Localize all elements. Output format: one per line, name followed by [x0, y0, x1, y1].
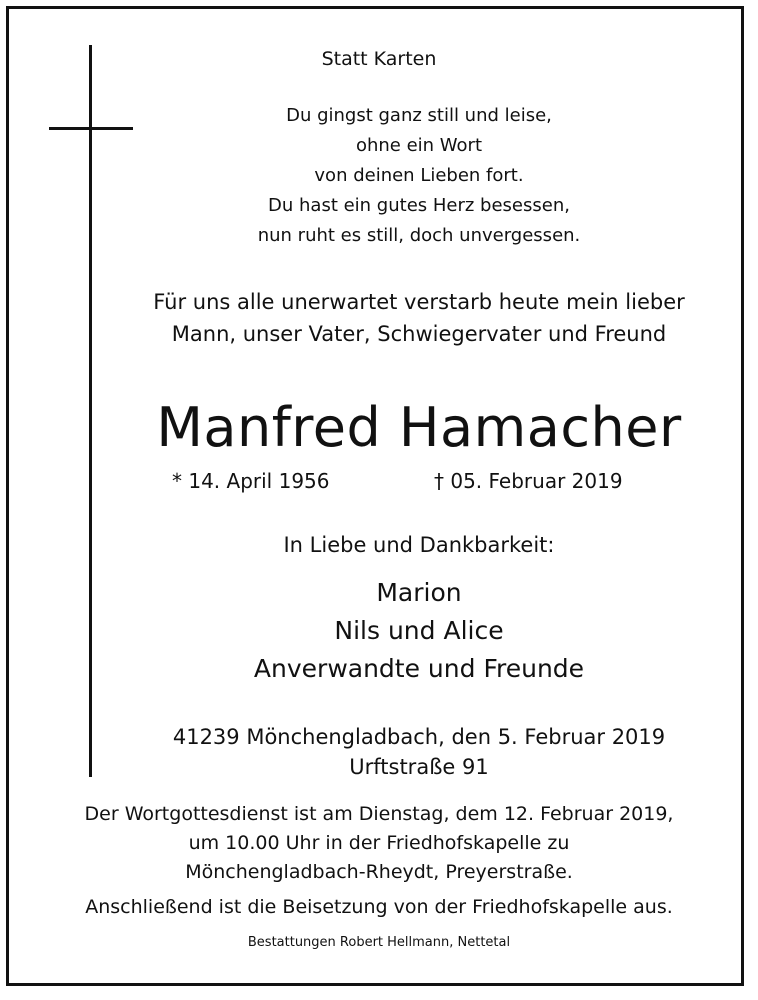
mourner: Marion — [376, 578, 462, 607]
poem-line: Du gingst ganz still und leise, — [286, 105, 552, 126]
mourner: Nils und Alice — [334, 616, 504, 645]
address: Urftstraße 91 — [349, 755, 489, 779]
undertaker: Bestattungen Robert Hellmann, Nettetal — [247, 935, 511, 950]
poem-line: von deinen Lieben fort. — [314, 165, 524, 186]
poem-line: Du hast ein gutes Herz besessen, — [268, 195, 570, 216]
place-and-address — [40, 722, 758, 782]
notice-heading: Statt Karten — [321, 48, 437, 70]
service-line: Mönchengladbach-Rheydt, Preyerstraße. — [185, 861, 573, 883]
place-date: 41239 Mönchengladbach, den 5. Februar 2019 — [172, 725, 666, 749]
service-line: um 10.00 Uhr in der Friedhofskapelle zu — [188, 832, 570, 854]
service-info — [0, 800, 758, 887]
birth-date: * 14. April 1956 — [172, 469, 330, 493]
intro-text — [40, 286, 758, 350]
mourners-list — [40, 574, 758, 688]
poem-line: nun ruht es still, doch unvergessen. — [257, 225, 581, 246]
poem-line: ohne ein Wort — [355, 135, 483, 156]
deceased-name: Manfred Hamacher — [156, 396, 682, 459]
intro-line: Mann, unser Vater, Schwiegervater und Freund — [171, 322, 667, 346]
intro-line: Für uns alle unerwartet verstarb heute mein lieber — [153, 290, 685, 314]
mourner: Anverwandte und Freunde — [253, 654, 585, 683]
service-line: Der Wortgottesdienst ist am Dienstag, dem 12. Februar 2019, — [84, 803, 674, 825]
poem — [40, 101, 758, 251]
burial-info: Anschließend ist die Beisetzung von der Friedhofskapelle aus. — [85, 896, 673, 918]
thanks-line: In Liebe und Dankbarkeit: — [283, 533, 555, 557]
death-date: † 05. Februar 2019 — [434, 469, 623, 493]
